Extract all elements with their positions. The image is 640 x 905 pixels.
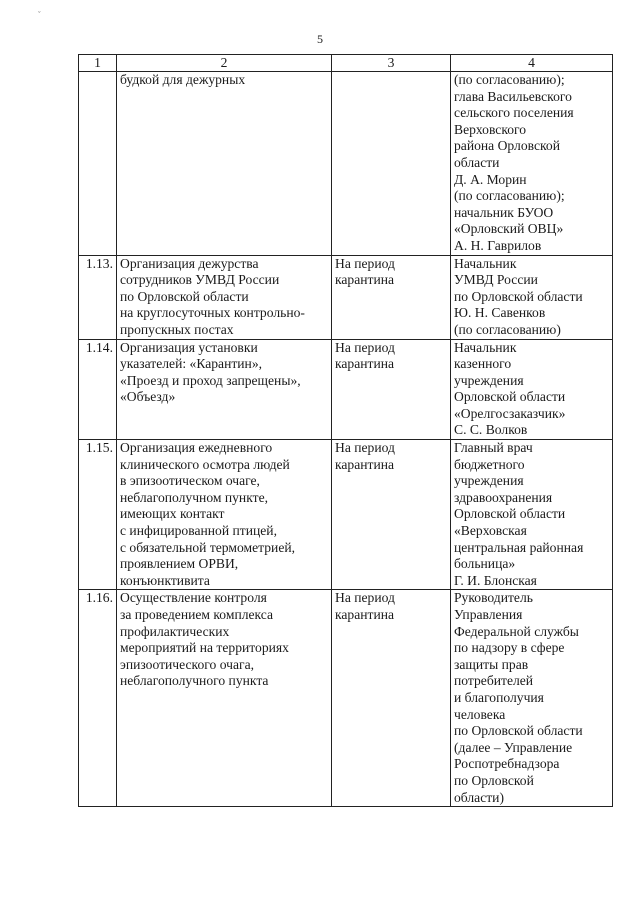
scan-mark: ˇ bbox=[38, 10, 41, 19]
term-line: На период bbox=[335, 255, 395, 271]
responsible-line: по Орловской области bbox=[454, 723, 583, 739]
column-header: 1 bbox=[79, 55, 117, 72]
measure-cell bbox=[117, 339, 332, 440]
measure-line: с инфицированной птицей, bbox=[120, 523, 277, 539]
item-number: 1.15. bbox=[79, 440, 117, 590]
responsible-line: Начальник bbox=[454, 339, 517, 355]
responsible-line: (по согласованию) bbox=[454, 321, 561, 337]
responsible-line: Руководитель bbox=[454, 590, 533, 606]
responsible-line: Федеральной службы bbox=[454, 623, 579, 639]
responsible-line: по надзору в сфере bbox=[454, 640, 565, 656]
responsible-line: области) bbox=[454, 789, 504, 805]
column-header: 2 bbox=[117, 55, 332, 72]
responsible-line: Главный врач bbox=[454, 440, 533, 456]
responsible-line: УМВД России bbox=[454, 272, 538, 288]
responsible-line: А. Н. Гаврилов bbox=[454, 237, 542, 253]
responsible-line: и благополучия bbox=[454, 689, 544, 705]
responsible-line: Орловской области bbox=[454, 506, 566, 522]
responsible-line: здравоохранения bbox=[454, 489, 553, 505]
responsible-line: района Орловской bbox=[454, 138, 560, 154]
term-line: карантина bbox=[335, 456, 395, 472]
measure-line: за проведением комплекса bbox=[120, 607, 274, 622]
term-line: На период bbox=[335, 440, 395, 456]
responsible-line: центральная районная bbox=[454, 539, 584, 555]
responsible-line: по Орловской области bbox=[454, 288, 583, 304]
responsible-cell bbox=[451, 339, 613, 440]
measure-cell bbox=[117, 590, 332, 807]
responsible-line: бюджетного bbox=[454, 456, 525, 472]
responsible-line: защиты прав bbox=[454, 656, 529, 672]
measure-line: клинического осмотра людей bbox=[120, 456, 290, 472]
responsible-line: «Верховская bbox=[454, 523, 527, 539]
measure-cell bbox=[117, 440, 332, 590]
responsible-line: (далее – Управление bbox=[454, 739, 573, 755]
responsible-line: области bbox=[454, 154, 500, 170]
measure-line: на круглосуточных контрольно- bbox=[120, 305, 305, 321]
measure-line: Организация ежедневного bbox=[120, 440, 273, 456]
responsible-line: сельского поселения bbox=[454, 105, 574, 121]
measure-line: проявлением ОРВИ, bbox=[120, 556, 239, 572]
responsible-cell bbox=[451, 72, 613, 256]
responsible-cell bbox=[451, 590, 613, 807]
measure-line: имеющих контакт bbox=[120, 506, 225, 522]
term-cell bbox=[332, 255, 451, 339]
responsible-line: С. С. Волков bbox=[454, 422, 528, 438]
responsible-line: по Орловской bbox=[454, 772, 534, 788]
measure-line: мероприятий на территориях bbox=[120, 640, 289, 656]
column-header: 4 bbox=[451, 55, 613, 72]
item-number bbox=[79, 72, 117, 256]
responsible-line: Ю. Н. Савенков bbox=[454, 305, 546, 321]
responsible-line: Орловской области bbox=[454, 389, 566, 405]
responsible-line: учреждения bbox=[454, 372, 524, 388]
term-line: На период bbox=[335, 590, 395, 606]
term-line: карантина bbox=[335, 272, 395, 288]
responsible-line: больница» bbox=[454, 556, 516, 572]
measure-line: в эпизоотическом очаге, bbox=[120, 473, 260, 489]
item-number: 1.16. bbox=[79, 590, 117, 807]
responsible-line: Верховского bbox=[454, 121, 527, 137]
term-line: карантина bbox=[335, 607, 395, 622]
responsible-line: казенного bbox=[454, 356, 512, 372]
responsible-line: начальник БУОО bbox=[454, 204, 554, 220]
page-number: 5 bbox=[317, 32, 323, 46]
measure-line: эпизоотического очага, bbox=[120, 656, 255, 672]
measure-line: профилактических bbox=[120, 623, 230, 639]
measure-cell bbox=[117, 72, 332, 256]
table-row bbox=[79, 72, 613, 256]
measure-line: Осуществление контроля bbox=[120, 590, 267, 606]
responsible-line: Д. А. Морин bbox=[454, 171, 527, 187]
responsible-line: «Орловский ОВЦ» bbox=[454, 221, 564, 237]
responsible-line: глава Васильевского bbox=[454, 88, 572, 104]
table-row bbox=[79, 440, 613, 590]
responsible-cell bbox=[451, 255, 613, 339]
measure-line: неблагополучного пункта bbox=[120, 673, 269, 689]
responsible-cell bbox=[451, 440, 613, 590]
table-row bbox=[79, 255, 613, 339]
measure-line: конъюнктивита bbox=[120, 572, 210, 588]
table-header-row bbox=[79, 55, 613, 72]
measure-line: неблагополучном пункте, bbox=[120, 489, 269, 505]
responsible-line: Г. И. Блонская bbox=[454, 572, 537, 588]
responsible-line: Управления bbox=[454, 607, 523, 622]
responsible-line: человека bbox=[454, 706, 506, 722]
column-header: 3 bbox=[332, 55, 451, 72]
responsible-line: Начальник bbox=[454, 255, 517, 271]
responsible-line: (по согласованию); bbox=[454, 188, 565, 204]
table-body bbox=[79, 72, 613, 807]
responsible-line: потребителей bbox=[454, 673, 534, 689]
responsible-line: «Орелгосзаказчик» bbox=[454, 405, 566, 421]
measure-line: Организация установки bbox=[120, 339, 258, 355]
term-cell bbox=[332, 339, 451, 440]
term-cell bbox=[332, 590, 451, 807]
measure-line: «Проезд и проход запрещены», bbox=[120, 372, 301, 388]
measures-table bbox=[78, 54, 613, 807]
measure-cell bbox=[117, 255, 332, 339]
measure-line: с обязательной термометрией, bbox=[120, 539, 296, 555]
measure-line: будкой для дежурных bbox=[120, 72, 246, 87]
measure-line: пропускных постах bbox=[120, 321, 234, 337]
measure-line: по Орловской области bbox=[120, 288, 249, 304]
measure-line: Организация дежурства bbox=[120, 255, 259, 271]
term-line: На период bbox=[335, 339, 395, 355]
item-number: 1.13. bbox=[79, 255, 117, 339]
table-row bbox=[79, 590, 613, 807]
term-cell bbox=[332, 440, 451, 590]
responsible-line: Роспотребнадзора bbox=[454, 756, 560, 772]
table-row bbox=[79, 339, 613, 440]
term-line: карантина bbox=[335, 356, 395, 372]
measure-line: указателей: «Карантин», bbox=[120, 356, 263, 372]
measure-line: сотрудников УМВД России bbox=[120, 272, 280, 288]
measure-line: «Объезд» bbox=[120, 389, 176, 405]
responsible-line: учреждения bbox=[454, 473, 524, 489]
responsible-line: (по согласованию); bbox=[454, 72, 565, 87]
term-cell bbox=[332, 72, 451, 256]
item-number: 1.14. bbox=[79, 339, 117, 440]
